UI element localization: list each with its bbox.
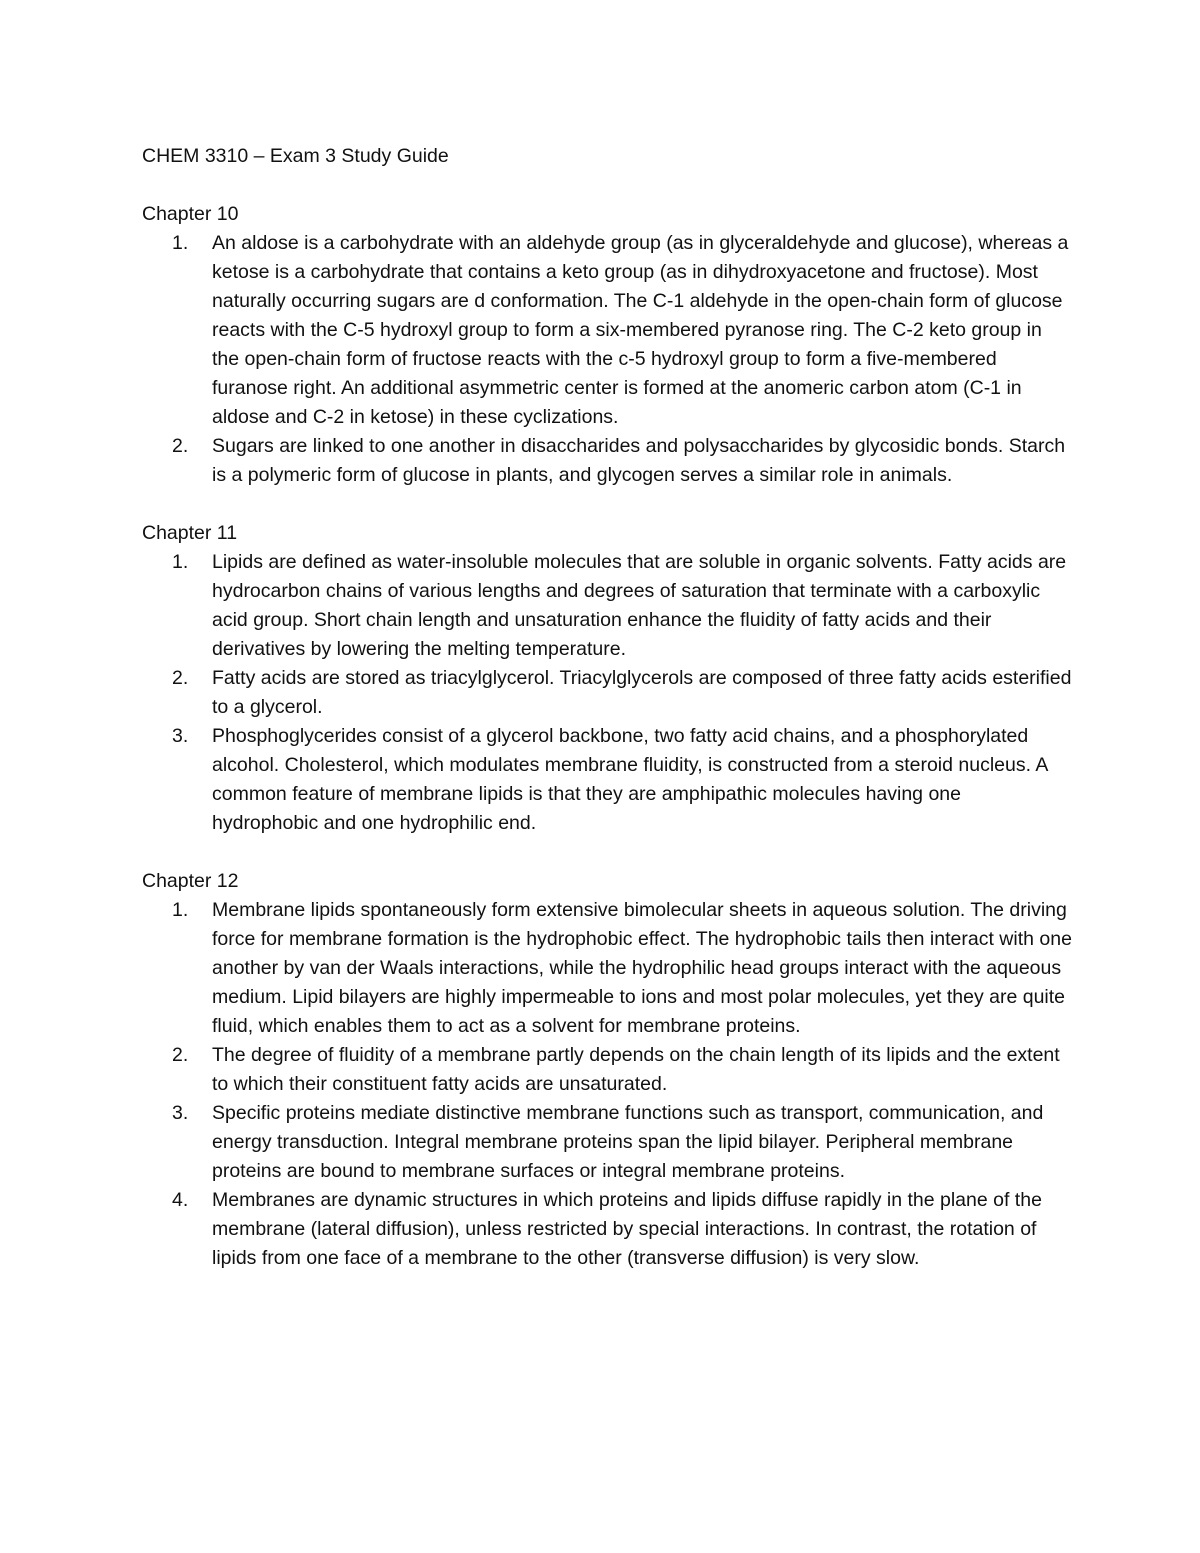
list-item <box>142 548 1072 664</box>
item-number: 2. <box>172 435 189 457</box>
chapter-heading: Chapter 12 <box>142 870 239 892</box>
item-number: 1. <box>172 551 189 573</box>
chapter-item-list <box>142 548 1072 838</box>
chapter-heading: Chapter 11 <box>142 522 238 544</box>
list-item <box>142 1186 1072 1273</box>
list-item <box>142 664 1072 722</box>
item-text: Fatty acids are stored as triacylglycerol. Triacylglycerols are composed of three fatty acids esterified to a glycerol. <box>212 667 1072 718</box>
list-item <box>142 1099 1072 1186</box>
document-title: CHEM 3310 – Exam 3 Study Guide <box>142 145 449 167</box>
list-item <box>142 432 1072 490</box>
chapter-12-section <box>142 867 1072 1273</box>
item-number: 3. <box>172 725 189 747</box>
item-number: 2. <box>172 667 189 689</box>
item-text: An aldose is a carbohydrate with an aldehyde group (as in glyceraldehyde and glucose), whereas a ketose is a carbohydrate that contains a keto group (as in dihydroxyacetone and fructose). Most naturally occurring sugars are d conformation. The C-1 aldehyde in the open-chain form of glucose reacts with the C-5 hydroxyl group to form a six-membered pyranose ring. The C-2 keto group in the open-chain form of fructose reacts with the c-5 hydroxyl group to form a five-membered furanose right. An additional asymmetric center is formed at the anomeric carbon atom (C-1 in aldose and C-2 in ketose) in these cyclizations. <box>212 232 1069 428</box>
chapter-item-list <box>142 229 1072 490</box>
list-item <box>142 722 1072 838</box>
item-number: 3. <box>172 1102 189 1124</box>
item-number: 4. <box>172 1189 189 1211</box>
item-text: Lipids are defined as water-insoluble molecules that are soluble in organic solvents. Fatty acids are hydrocarbon chains of various lengths and degrees of saturation that terminate with a carboxylic acid group. Short chain length and unsaturation enhance the fluidity of fatty acids and their derivatives by lowering the melting temperature. <box>212 551 1067 660</box>
chapter-item-list <box>142 896 1072 1273</box>
chapter-11-section <box>142 519 1072 838</box>
item-text: Specific proteins mediate distinctive membrane functions such as transport, communication, and energy transduction. Integral membrane proteins span the lipid bilayer. Peripheral membrane proteins are bound to membrane surfaces or integral membrane proteins. <box>212 1102 1044 1182</box>
item-number: 1. <box>172 899 189 921</box>
item-text: The degree of fluidity of a membrane partly depends on the chain length of its lipids and the extent to which their constituent fatty acids are unsaturated. <box>212 1044 1060 1095</box>
chapter-heading: Chapter 10 <box>142 203 239 225</box>
item-text: Membranes are dynamic structures in which proteins and lipids diffuse rapidly in the plane of the membrane (lateral diffusion), unless restricted by special interactions. In contrast, the rotation of lipids from one face of a membrane to the other (transverse diffusion) is very slow. <box>212 1189 1042 1269</box>
item-text: Membrane lipids spontaneously form extensive bimolecular sheets in aqueous solution. The driving force for membrane formation is the hydrophobic effect. The hydrophobic tails then interact with one another by van der Waals interactions, while the hydrophilic head groups interact with the aqueous medium. Lipid bilayers are highly impermeable to ions and most polar molecules, yet they are quite fluid, which enables them to act as a solvent for membrane proteins. <box>212 899 1072 1037</box>
item-text: Sugars are linked to one another in disaccharides and polysaccharides by glycosidic bonds. Starch is a polymeric form of glucose in plants, and glycogen serves a similar role in animals. <box>212 435 1066 486</box>
item-number: 1. <box>172 232 189 254</box>
item-text: Phosphoglycerides consist of a glycerol backbone, two fatty acid chains, and a phosphorylated alcohol. Cholesterol, which modulates membrane fluidity, is constructed from a steroid nucleus. A common feature of membrane lipids is that they are amphipathic molecules having one hydrophobic and one hydrophilic end. <box>212 725 1048 834</box>
list-item <box>142 1041 1072 1099</box>
document-page <box>142 142 1072 1302</box>
item-number: 2. <box>172 1044 189 1066</box>
list-item <box>142 896 1072 1041</box>
list-item <box>142 229 1072 432</box>
chapter-10-section <box>142 200 1072 490</box>
